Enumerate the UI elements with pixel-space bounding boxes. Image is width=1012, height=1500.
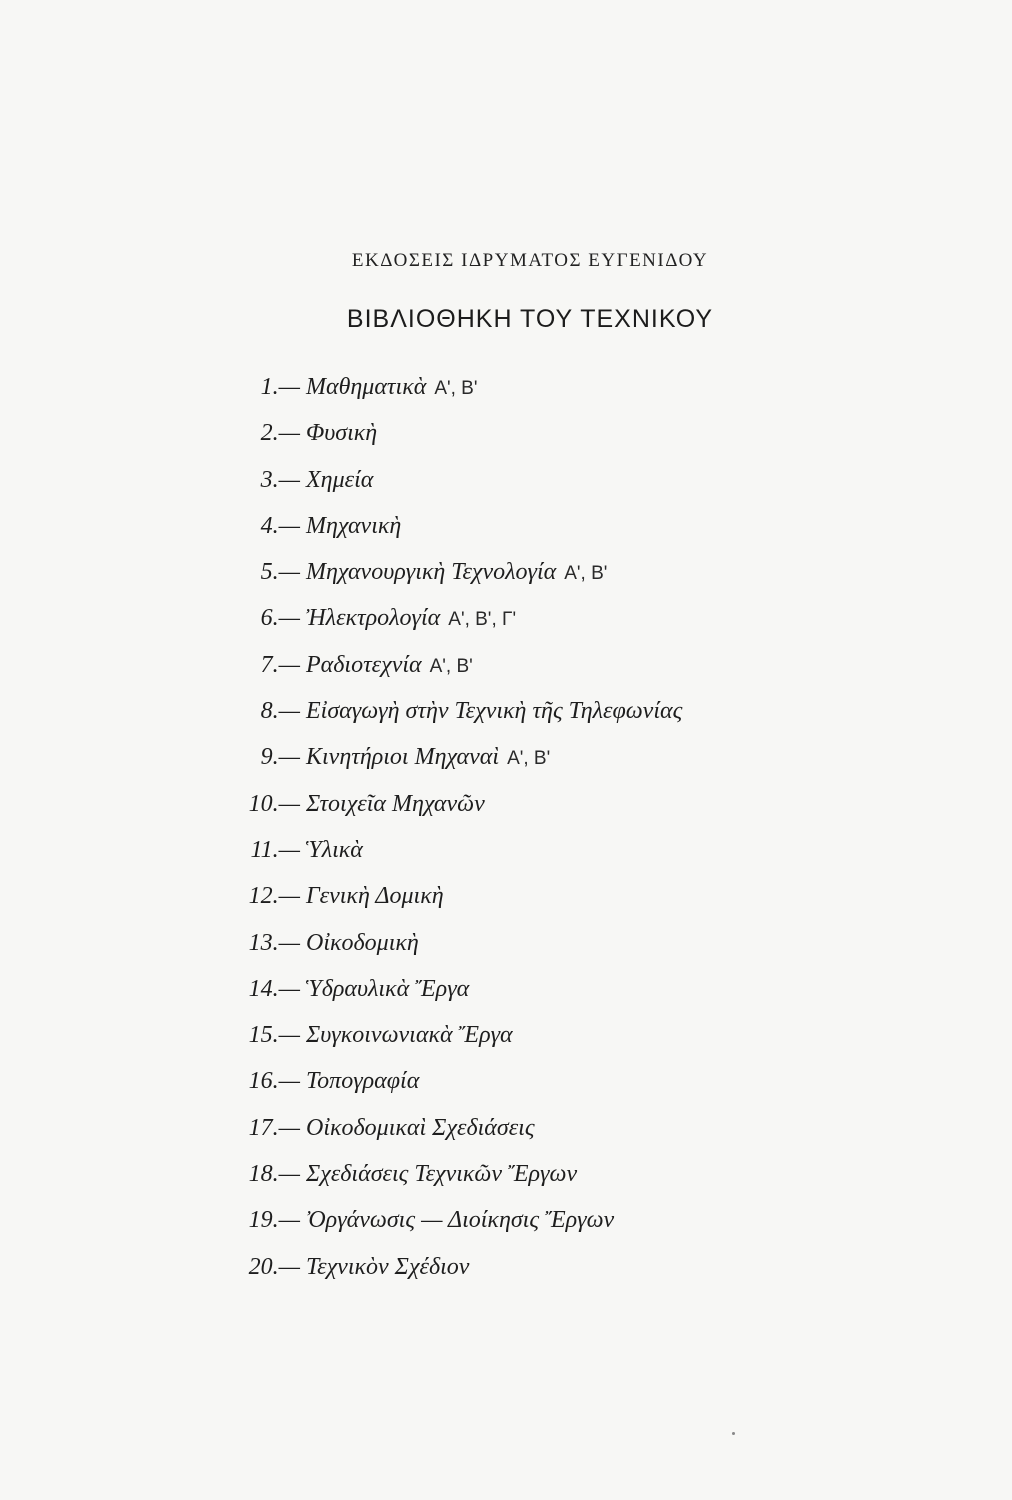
book-number: 2.— <box>260 420 300 447</box>
book-list-item <box>230 1151 682 1197</box>
book-list-item <box>230 503 682 549</box>
paper-speck <box>732 1432 735 1435</box>
book-volumes: Α', Β', Γ' <box>448 609 517 631</box>
book-number: 18.— <box>248 1161 300 1188</box>
book-number: 6.— <box>260 605 300 632</box>
book-volumes: Α', Β' <box>429 655 473 677</box>
book-list-item <box>230 595 682 641</box>
book-title: Ὑλικὰ <box>306 836 363 863</box>
book-title: Εἰσαγωγὴ στὴν Τεχνικὴ τῆς Τηλεφωνίας <box>306 698 683 725</box>
book-number: 10.— <box>248 790 300 817</box>
book-title: Μαθηματικὰ <box>306 374 427 400</box>
book-list-item <box>230 873 682 919</box>
book-number: 4.— <box>260 512 300 539</box>
publisher-heading: ΕΚΔΟΣΕΙΣ ΙΔΡΥΜΑΤΟΣ ΕΥΓΕΝΙΔΟΥ <box>351 250 709 271</box>
book-list-item <box>230 827 682 873</box>
book-title: Τεχνικὸν Σχέδιον <box>306 1253 470 1280</box>
book-number: 20.— <box>248 1253 300 1280</box>
book-number: 3.— <box>260 466 300 493</box>
book-list-item <box>230 1197 682 1243</box>
book-list-item <box>230 966 682 1012</box>
book-number: 14.— <box>248 975 300 1002</box>
book-number: 13.— <box>248 929 300 956</box>
book-list-item <box>230 734 682 780</box>
book-title: Ραδιοτεχνία <box>306 651 422 678</box>
book-list-item <box>230 457 682 503</box>
book-title: Φυσικὴ <box>306 420 378 447</box>
book-number: 1.— <box>260 374 300 400</box>
book-title: Οἰκοδομικὴ <box>306 929 419 956</box>
book-title: Γενικὴ Δομικὴ <box>306 883 444 910</box>
book-number: 19.— <box>248 1207 300 1234</box>
book-list-item <box>230 410 682 456</box>
book-list-item <box>230 1058 682 1104</box>
book-title: Συγκοινωνιακὰ Ἔργα <box>306 1022 513 1049</box>
book-number: 12.— <box>248 883 300 910</box>
series-title: ΒΙΒΛΙΟΘΗΚΗ ΤΟΥ ΤΕΧΝΙΚΟΥ <box>346 305 714 333</box>
book-number: 11.— <box>250 836 300 863</box>
book-volumes: Α', Β' <box>434 378 478 399</box>
book-number: 17.— <box>248 1114 300 1141</box>
book-list <box>230 364 682 1290</box>
book-list-item <box>230 642 682 688</box>
book-list-item <box>230 364 682 410</box>
book-number: 5.— <box>260 559 300 586</box>
book-title: Ὑδραυλικὰ Ἔργα <box>306 975 470 1002</box>
book-number: 8.— <box>260 698 300 725</box>
book-title: Ἠλεκτρολογία <box>306 605 441 632</box>
book-list-item <box>230 920 682 966</box>
book-list-item <box>230 1105 682 1151</box>
book-list-item <box>230 688 682 734</box>
book-list-item <box>230 1012 682 1058</box>
book-title: Στοιχεῖα Μηχανῶν <box>306 790 485 817</box>
book-volumes: Α', Β' <box>564 563 608 585</box>
book-list-item <box>230 1244 682 1290</box>
book-title: Σχεδιάσεις Τεχνικῶν Ἔργων <box>306 1161 578 1188</box>
book-number: 7.— <box>260 651 300 678</box>
book-list-item <box>230 781 682 827</box>
book-number: 16.— <box>248 1068 300 1095</box>
book-title: Μηχανικὴ <box>306 512 402 539</box>
book-number: 15.— <box>248 1022 300 1049</box>
book-number: 9.— <box>260 744 300 771</box>
book-title: Κινητήριοι Μηχαναὶ <box>306 744 500 771</box>
book-title: Ὀργάνωσις — Διοίκησις Ἔργων <box>306 1207 615 1234</box>
book-title: Μηχανουργικὴ Τεχνολογία <box>306 559 557 586</box>
book-title: Χημεία <box>306 466 374 493</box>
book-list-item <box>230 549 682 595</box>
book-title: Τοπογραφία <box>306 1068 420 1095</box>
book-title: Οἰκοδομικαὶ Σχεδιάσεις <box>306 1114 535 1141</box>
book-volumes: Α', Β' <box>507 748 551 770</box>
